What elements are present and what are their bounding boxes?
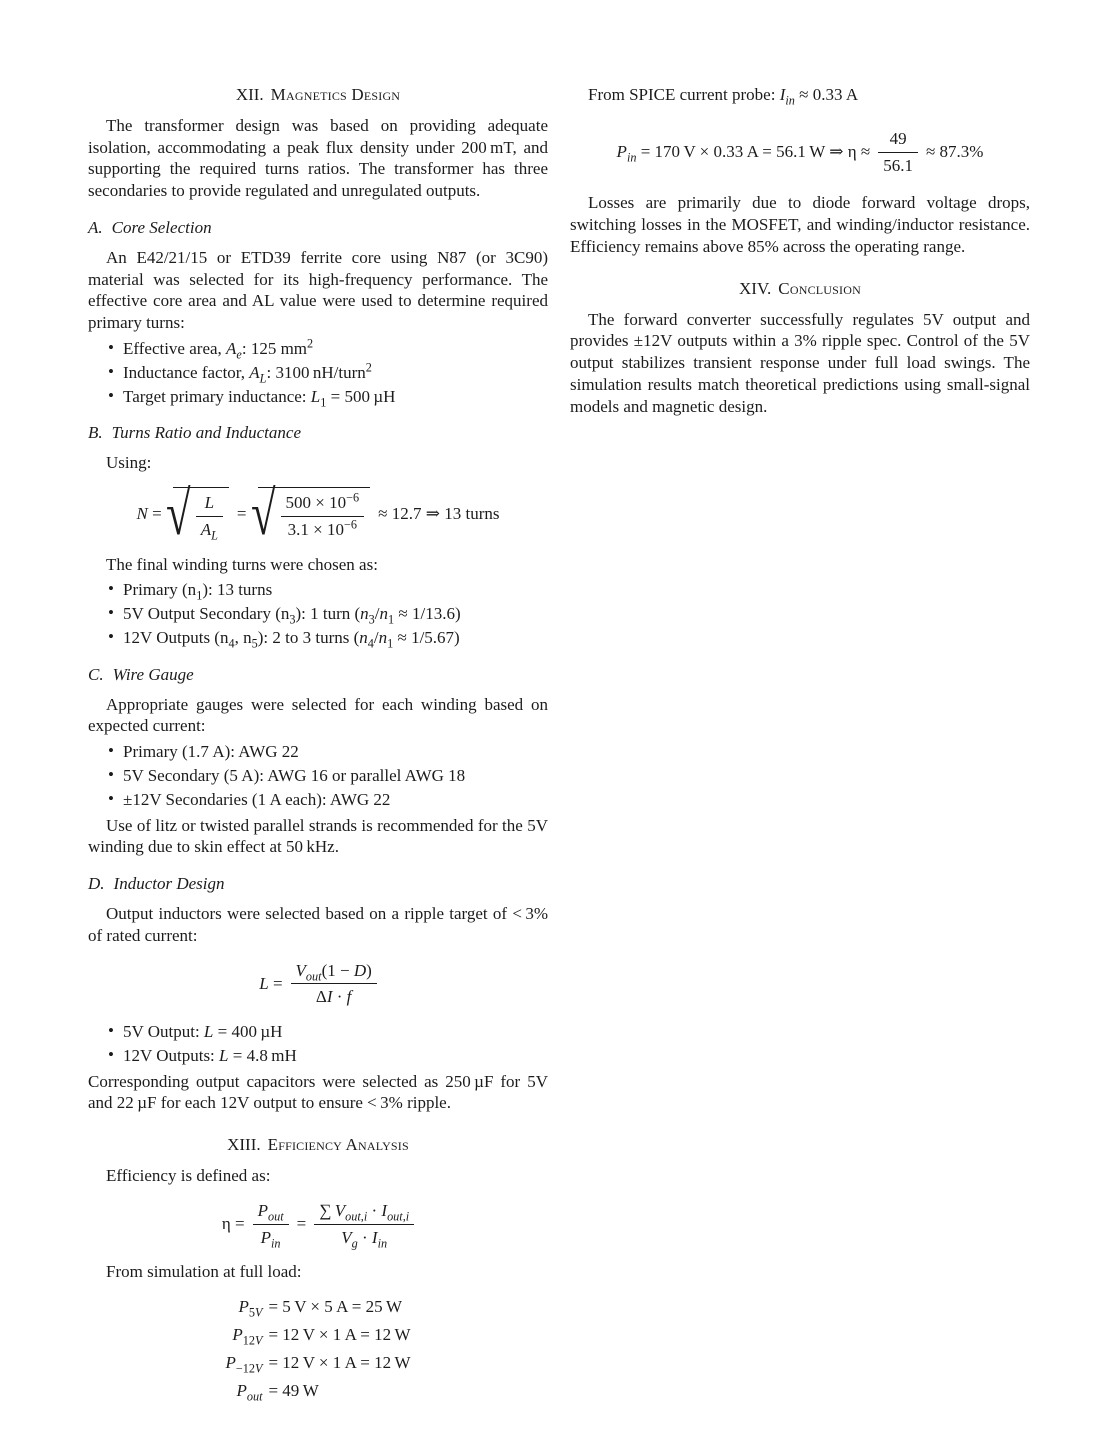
list-item: • Primary (1.7 A): AWG 22 <box>108 741 548 763</box>
section-title: Efficiency Analysis <box>267 1135 409 1155</box>
paragraph-litz-recommendation: Use of litz or twisted parallel strands is recommended for the 5V winding due to skin effect at 50 kHz. <box>88 815 548 857</box>
fraction-numerator: ∑ $V_{out,i} \cdot I_{out,i}$ <box>319 1200 410 1224</box>
list-item: • 12V Outputs ($n_4$, $n_5$): 2 to 3 turns $(n_4/n_1 \approx 1/5.67)$ <box>108 627 548 649</box>
fraction-numerator: L <box>204 492 215 512</box>
core-parameters-list <box>88 338 548 407</box>
fraction-numerator: $P_{out}$ <box>257 1200 284 1224</box>
fraction-denominator: $A_L$ <box>196 516 223 541</box>
equation-inductor <box>88 960 548 1009</box>
fraction-numerator: 49 <box>889 128 907 148</box>
section-number: XIV. <box>739 278 772 298</box>
radical-sign: √ <box>165 479 191 548</box>
subsection-heading-inductor-design <box>88 873 548 895</box>
subsection-label: A. <box>88 217 103 237</box>
subsection-title: Turns Ratio and Inductance <box>111 423 301 443</box>
section-heading-magnetics-design <box>88 84 548 106</box>
equals-sign: = <box>296 1214 307 1234</box>
fraction <box>314 1200 414 1249</box>
list-item: • 5V Output: L = 400 µH <box>108 1021 548 1043</box>
equation-lhs: $P_{5V}$ <box>238 1297 263 1320</box>
left-column <box>88 84 548 1414</box>
fraction-numerator: $V_{out}(1 - D)$ <box>295 960 372 983</box>
section-title: Magnetics Design <box>270 85 401 104</box>
equation-rhs: = 5 V × 5 A = 25 W <box>268 1297 403 1317</box>
fraction-denominator: $3.1 \times 10^{-6}$ <box>281 516 365 541</box>
list-item: • Target primary inductance: $L_1 = 500$ µH <box>108 386 548 408</box>
equation-lhs: L = <box>259 973 283 993</box>
right-column <box>570 84 1030 1414</box>
fraction-denominator: $P_{in}$ <box>253 1224 289 1249</box>
equation-lhs: $P_{in} = 170$ V × 0.33 A = 56.1 W ⇒ η ≈ <box>616 142 871 165</box>
paragraph-conclusion: The forward converter successfully regulates 5V output and provides ±12V outputs within a 3% ripple spec. Control of the 5V output stabilizes transient response under full load swings. The simulation results match theoretical predictions using small-signal models and magnetic design. <box>570 309 1030 416</box>
list-item: • Primary $(n_1)$: 13 turns <box>108 579 548 601</box>
fraction <box>196 492 223 541</box>
fraction <box>291 960 377 1009</box>
equation-lhs: $P_{-12V}$ <box>225 1352 263 1376</box>
fraction <box>253 1200 289 1249</box>
equation-input-power <box>570 128 1030 177</box>
equation-lhs: N = <box>136 503 162 523</box>
fraction-denominator: ΔI · f <box>291 983 377 1008</box>
paragraph-winding-turns: The final winding turns were chosen as: <box>106 554 378 574</box>
fraction-numerator: $500 \times 10^{-6}$ <box>285 490 360 512</box>
square-root <box>165 479 229 548</box>
section-number: XII. <box>235 85 264 104</box>
equation-rhs: = 49 W <box>268 1380 319 1400</box>
list-item: • 12V Outputs: L = 4.8 mH <box>108 1045 548 1067</box>
equation-power-results <box>88 1296 548 1404</box>
fraction <box>878 128 918 177</box>
subsection-heading-turns-ratio <box>88 422 548 444</box>
square-root <box>250 479 371 548</box>
inductor-values-list <box>88 1021 548 1067</box>
fraction <box>281 492 365 541</box>
list-item: • ±12V Secondaries (1 A each): AWG 22 <box>108 789 548 811</box>
equation-rhs: = 12 V × 1 A = 12 W <box>268 1325 411 1345</box>
wire-gauge-list <box>88 741 548 810</box>
paragraph-using: Using: <box>106 453 152 473</box>
radical-sign: √ <box>250 479 276 548</box>
paragraph-efficiency-defined: Efficiency is defined as: <box>106 1166 271 1186</box>
section-number: XIII. <box>227 1135 261 1155</box>
subsection-label: B. <box>88 423 103 443</box>
section-heading-conclusion <box>570 278 1030 300</box>
equation-lhs: $P_{12V}$ <box>232 1325 263 1348</box>
paragraph-wire-gauge: Appropriate gauges were selected for each winding based on expected current: <box>88 694 548 736</box>
list-item: • 5V Secondary (5 A): AWG 16 or parallel AWG 18 <box>108 765 548 787</box>
equation-rhs: = 12 V × 1 A = 12 W <box>268 1352 411 1372</box>
subsection-title: Inductor Design <box>113 874 225 894</box>
fraction-denominator: $V_g \cdot I_{in}$ <box>314 1224 414 1249</box>
subsection-title: Wire Gauge <box>112 664 194 684</box>
subsection-heading-wire-gauge <box>88 664 548 686</box>
equation-primary-turns <box>88 479 548 548</box>
fraction-denominator: 56.1 <box>878 152 918 177</box>
list-item: • 5V Output Secondary $(n_3)$: 1 turn $(n_3/n_1 \approx 1/13.6)$ <box>108 603 548 625</box>
subsection-label: C. <box>88 664 104 684</box>
winding-turns-list <box>88 579 548 651</box>
paragraph-losses: Losses are primarily due to diode forward voltage drops, switching losses in the MOSFET, and winding/inductor resistance. Efficiency remains above 85% across the operating range. <box>570 193 1030 256</box>
equals-sign: = <box>236 503 247 523</box>
paragraph-inductor-design: Output inductors were selected based on a ripple target of < 3% of rated current: <box>88 903 548 945</box>
list-item: • Effective area, $A_e$: 125 $mm^2$ <box>108 338 548 360</box>
equation-result: ≈ 87.3% <box>925 142 984 162</box>
paragraph-transformer-intro: The transformer design was based on providing adequate isolation, accommodating a peak flux density under 200 mT, and supporting the required turns ratios. The transformer has three secondaries to provide regulated and unregulated outputs. <box>88 115 548 201</box>
paragraph-core-selection: An E42/21/15 or ETD39 ferrite core using N87 (or 3C90) material was selected for its high-frequency performance. The effective core area and AL value were used to determine required primary turns: <box>88 247 548 333</box>
paragraph-spice-probe: From SPICE current probe: $I_{in} \approx 0.33$ A <box>588 85 859 108</box>
paragraph-output-capacitors: Corresponding output capacitors were selected as 250 µF for 5V and 22 µF for each 12V output to ensure < 3% ripple. <box>88 1071 548 1113</box>
equation-efficiency <box>88 1200 548 1249</box>
list-item: • Inductance factor, $A_L$: 3100 nH/turn$^2$ <box>108 362 548 384</box>
section-title: Conclusion <box>778 278 861 298</box>
equation-lhs: $P_{out}$ <box>236 1380 263 1404</box>
subsection-heading-core-selection <box>88 217 548 239</box>
subsection-title: Core Selection <box>111 217 212 237</box>
subsection-label: D. <box>88 874 105 894</box>
section-heading-efficiency-analysis <box>88 1134 548 1156</box>
paragraph-simulation-full-load: From simulation at full load: <box>106 1262 302 1282</box>
equation-result: ≈ 12.7 ⇒ 13 turns <box>378 503 500 523</box>
equation-lhs: η = <box>221 1214 245 1234</box>
